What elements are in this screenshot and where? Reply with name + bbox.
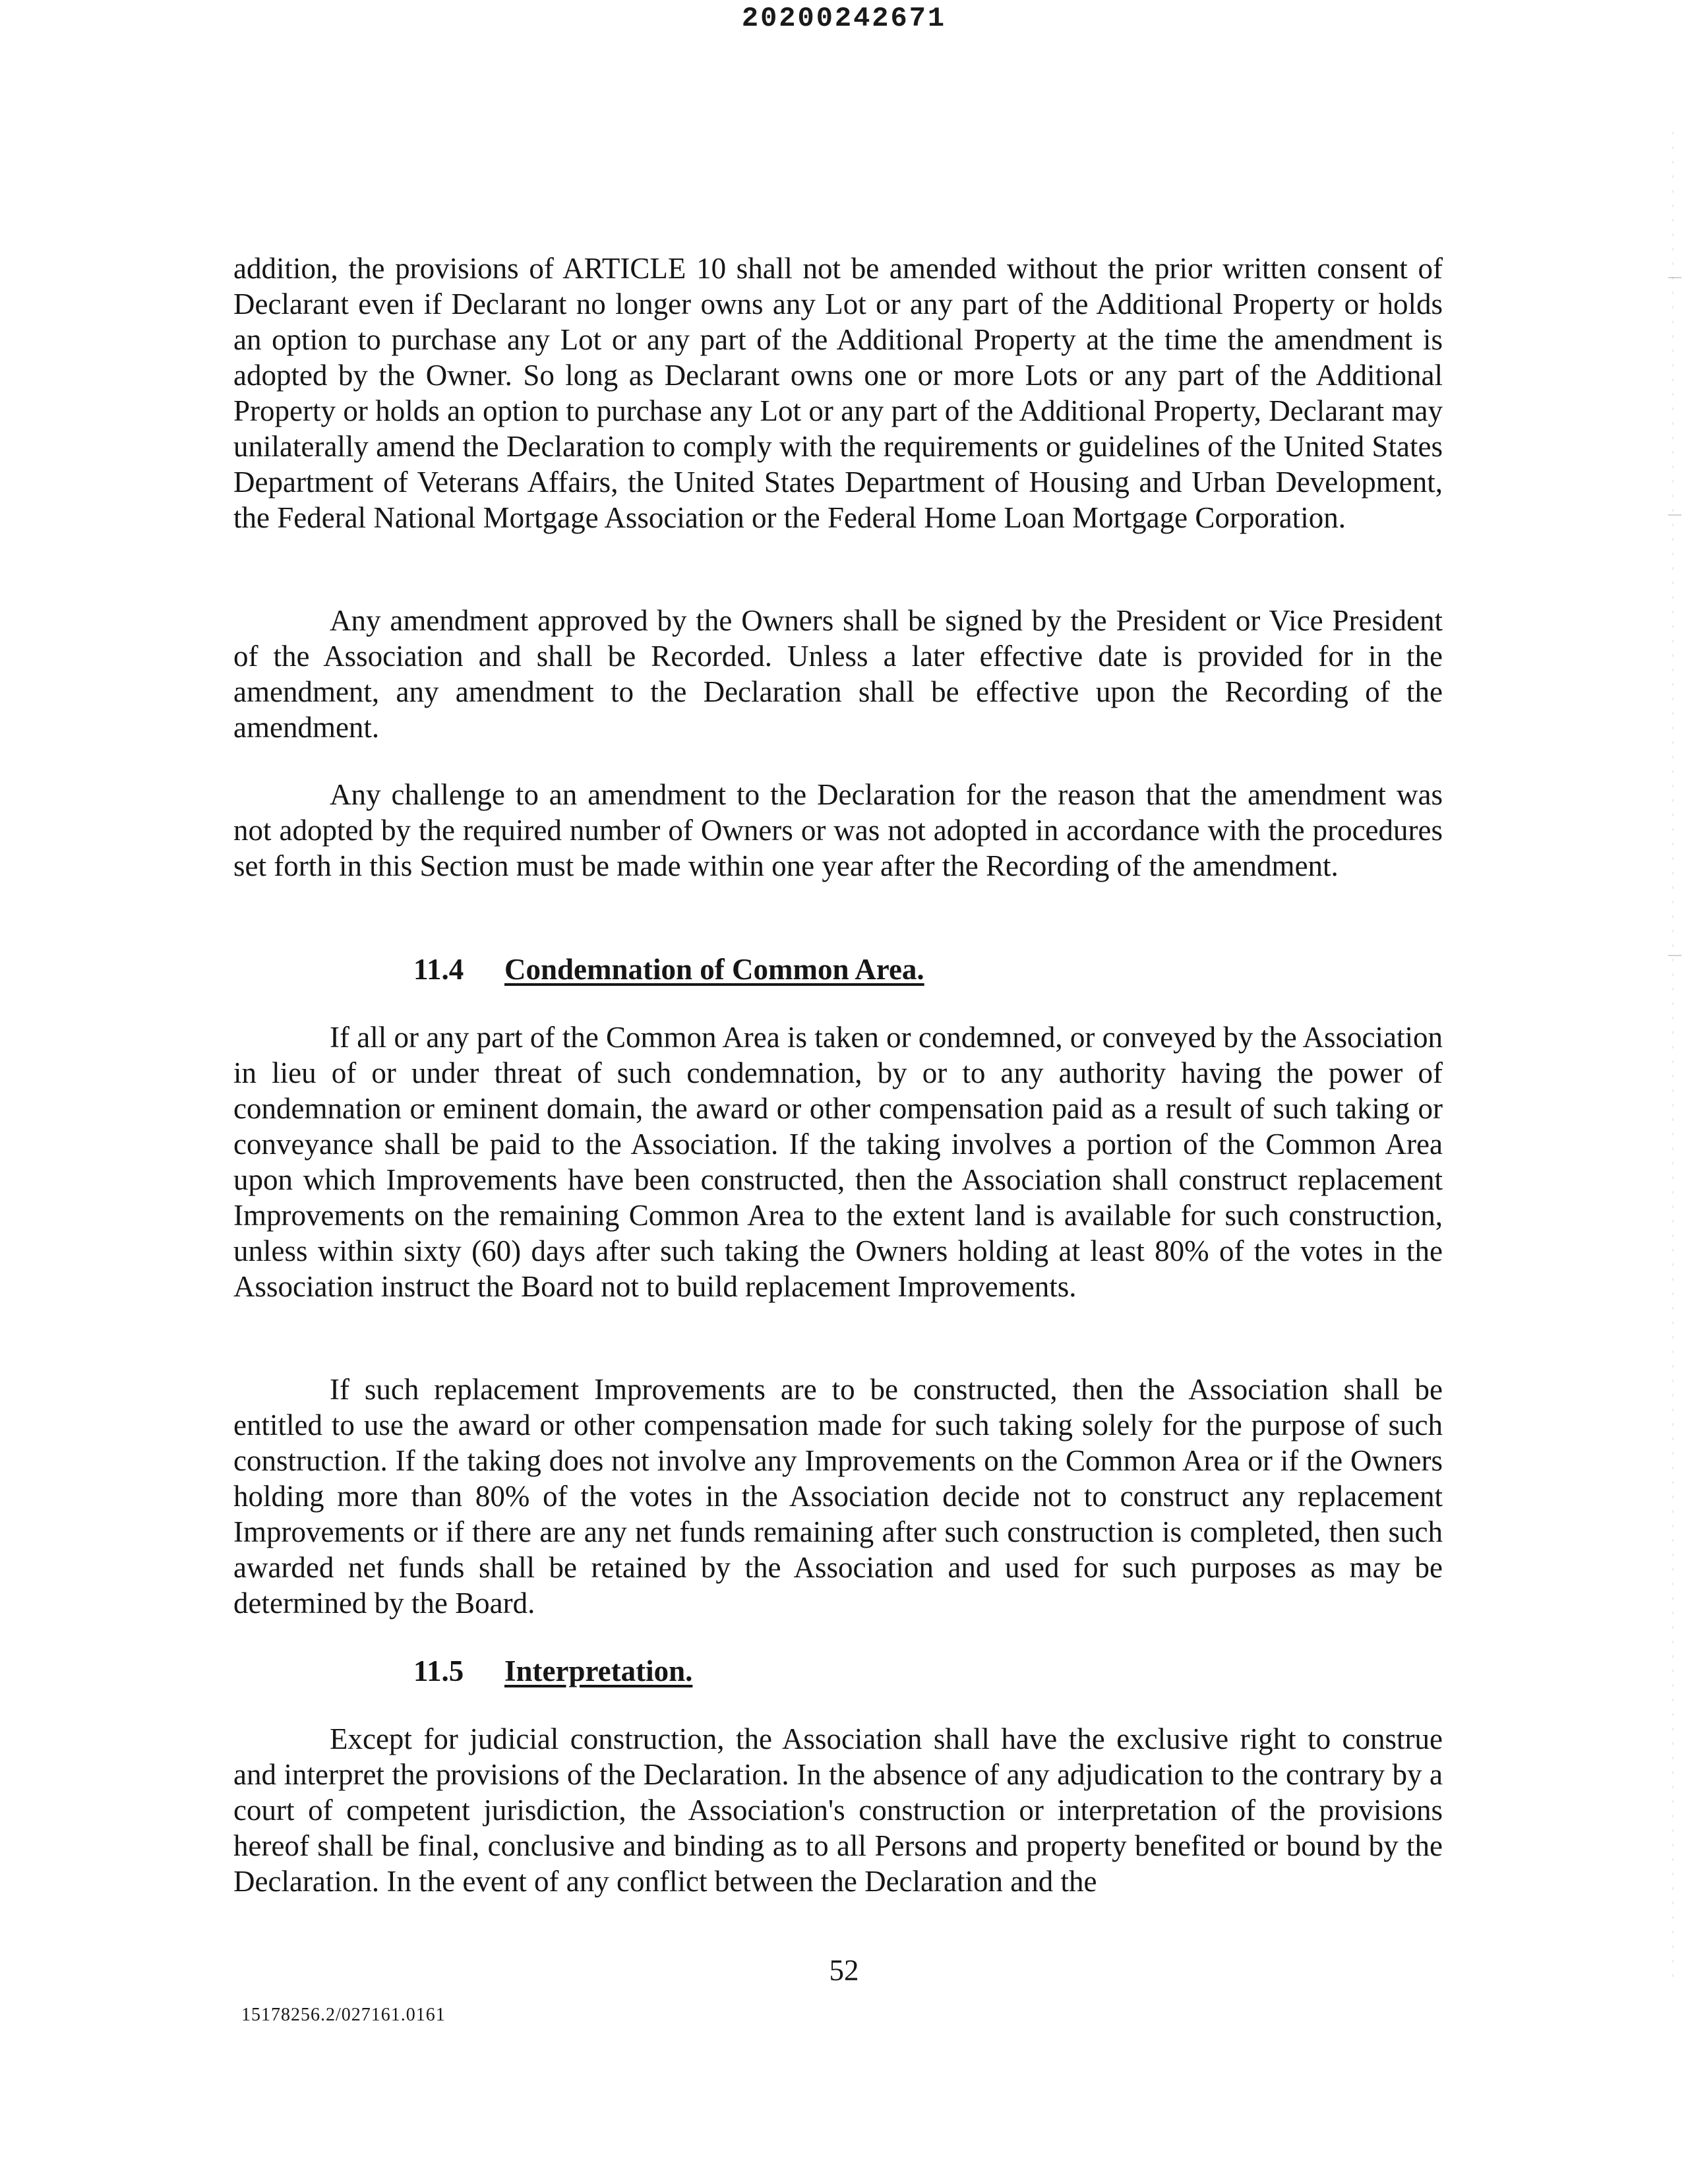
paragraph-text: If such replacement Improvements are to be constructed, then the Association shall be entitled to use the award or other compensation made for such taking solely for the purpose of such construction. If the taking does not involve any Improvements on the Common Area or if the Owners holding more than 80% of the votes in the Association decide not to construct any replacement Improvements or if there are any net funds remaining after such construction is completed, then such awarded net funds shall be retained by the Association and used for such purposes as may be determined by the Board. [233, 1373, 1443, 1620]
section-title: Interpretation. [504, 1654, 693, 1687]
recording-number: 20200242671 [741, 3, 947, 34]
paragraph-text: If all or any part of the Common Area is taken or condemned, or conveyed by the Association in lieu of or under threat of such condemnation, by or to any authority having the power of condemnation or eminent domain, the award or other compensation paid as a result of such taking or conveyance shall be paid to the Association. If the taking involves a portion of the Common Area upon which Improvements have been constructed, then the Association shall construct replacement Improvements on the remaining Common Area to the extent land is available for such construction, unless within sixty (60) days after such taking the Owners holding at least 80% of the votes in the Association instruct the Board not to build replacement Improvements. [233, 1021, 1443, 1303]
paragraph-interpretation [233, 1721, 1443, 1899]
paragraph-text: Any amendment approved by the Owners shall be signed by the President or Vice President of the Association and shall be Recorded. Unless a later effective date is provided for in the amendment, any amendment to the Declaration shall be effective upon the Recording of the amendment. [233, 604, 1443, 744]
scan-tick-mark [1668, 955, 1681, 956]
section-number: 11.4 [413, 953, 464, 986]
paragraph-replacement-improvements [233, 1372, 1443, 1621]
paragraph-text: addition, the provisions of ARTICLE 10 shall not be amended without the prior written consent of Declarant even if Declarant no longer owns any Lot or any part of the Additional Property or holds an option to purchase any Lot or any part of the Additional Property at the time the amendment is adopted by the Owner. So long as Declarant owns one or more Lots or any part of the Additional Property or holds an option to purchase any Lot or any part of the Additional Property, Declarant may unilaterally amend the Declaration to comply with the requirements or guidelines of the United States Department of Veterans Affairs, the United States Department of Housing and Urban Development, the Federal National Mortgage Association or the Federal Home Loan Mortgage Corporation. [233, 252, 1443, 534]
paragraph-amendment-consent [233, 251, 1443, 535]
paragraph-text: Any challenge to an amendment to the Declaration for the reason that the amendment was not adopted by the required number of Owners or was not adopted in accordance with the procedures set forth in this Section must be made within one year after the Recording of the amendment. [233, 778, 1443, 882]
paragraph-condemnation [233, 1019, 1443, 1304]
paragraph-amendment-signing [233, 603, 1443, 745]
section-heading-11-4 [413, 952, 924, 987]
section-title: Condemnation of Common Area. [504, 953, 924, 986]
paragraph-amendment-challenge [233, 777, 1443, 884]
page-number: 52 [829, 1954, 859, 1987]
paragraph-text: Except for judicial construction, the Association shall have the exclusive right to construe and interpret the provisions of the Declaration. In the absence of any adjudication to the contrary by a court of competent jurisdiction, the Association's construction or interpretation of the provisions hereof shall be final, conclusive and binding as to all Persons and property benefited or bound by the Declaration. In the event of any conflict between the Declaration and the [233, 1722, 1443, 1898]
section-heading-11-5 [413, 1653, 692, 1689]
scan-edge-artifact [1672, 132, 1673, 1978]
section-number: 11.5 [413, 1654, 464, 1687]
scan-tick-mark [1668, 514, 1681, 516]
scan-tick-mark [1668, 277, 1681, 278]
document-id: 15178256.2/027161.0161 [241, 2005, 446, 2025]
